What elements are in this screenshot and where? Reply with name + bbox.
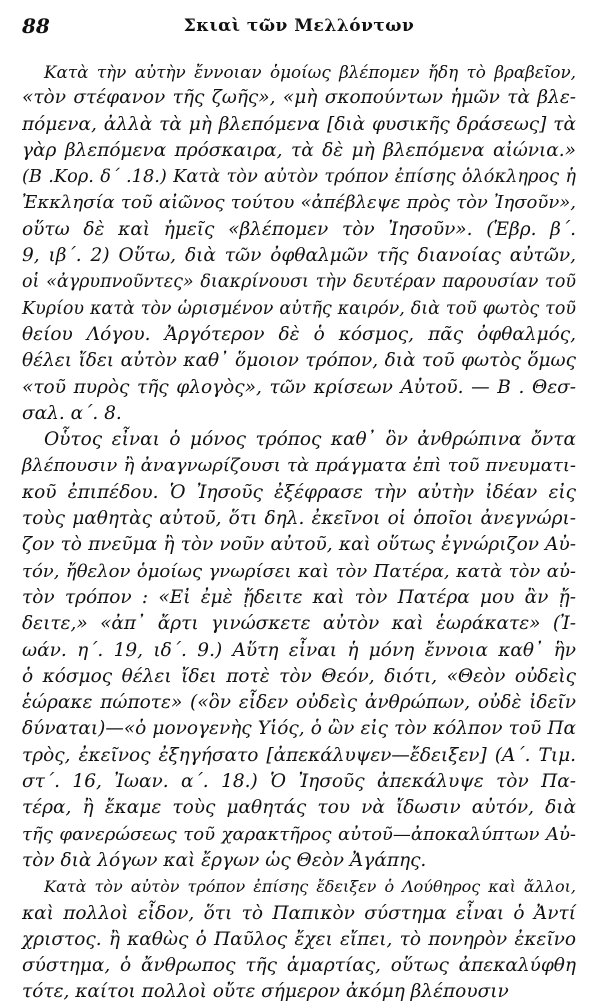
text-line: δειτε,» «ἀπ᾿ ἄρτι γινώσκετε αὐτὸν καὶ ἑωράκατε» (Ἰ-	[22, 613, 576, 635]
text-line: Κυρίου κατὰ τὸν ὡρισμένον αὐτῆς καιρόν, διὰ τοῦ φωτὸς τοῦ	[22, 298, 576, 319]
paragraph	[22, 427, 576, 874]
text-line: Κατὰ τὸν αὐτὸν τρόπον ἐπίσης ἔδειξεν ὁ Λούθηρος καὶ ἄλλοι,	[44, 877, 576, 897]
text-line: «τοῦ πυρὸς τῆς φλογὸς», τῶν κρίσεων Αὐτοῦ. — Β . Θεσ-	[22, 376, 576, 398]
text-line: τῆς φανερώσεως τοῦ χαρακτῆρος αὐτοῦ—ἀποκαλύπτων Αὐ-	[22, 823, 576, 845]
text-line: ἑώρακε πώποτε» («ὃν εἶδεν οὐδεὶς ἀνθρώπων, οὐδὲ ἰδεῖν	[22, 692, 576, 714]
paragraph	[22, 874, 576, 1005]
text-line: τέρα, ἢ ἔκαμε τοὺς μαθητάς του νὰ ἴδωσιν αὐτόν, διὰ	[22, 797, 576, 819]
text-line: ζον τὸ πνεῦμα ἢ τὸν νοῦν αὐτοῦ, καὶ οὕτως ἐγνώριζον Αὐ-	[22, 534, 576, 556]
text-line: ωάν. η΄. 19, ιδ΄. 9.) Αὕτη εἶναι ἡ μόνη ἔννοια καθ᾿ ἣν	[22, 639, 576, 661]
text-line: στ΄. 16, Ἰωαν. α΄. 18.) Ὁ Ἰησοῦς ἀπεκάλυψε τὸν Πα-	[22, 771, 576, 793]
text-line: τότε, καίτοι πολλοὶ οὔτε σήμερον ἀκόμη βλέπουσιν	[22, 981, 509, 1003]
text-line: Ἐκκλησία τοῦ αἰῶνος τούτου «ἀπέβλεψε πρὸς τὸν Ἰησοῦν»,	[22, 192, 576, 214]
page-number: 88	[22, 14, 50, 38]
text-line: δύναται)—«ὁ μονογενὴς Υἱός, ὁ ὢν εἰς τὸν κόλπον τοῦ Πα	[22, 718, 576, 740]
text-line: τὸν διὰ λόγων καὶ ἔργων ὡς Θεὸν Ἀγάπης.	[22, 849, 427, 871]
text-line: Κατὰ τὴν αὐτὴν ἔννοιαν ὁμοίως βλέπομεν ἤδη τὸ βραβεῖον,	[44, 62, 576, 82]
text-line: χριστος. ἢ καθὼς ὁ Παῦλος ἔχει εἴπει, τὸ πονηρὸν ἐκεῖνο	[22, 928, 576, 950]
text-line: θείου Λόγου. Ἀργότερον δὲ ὁ κόσμος, πᾶς ὀφθαλμός,	[22, 323, 576, 345]
text-line: Οὗτος εἶναι ὁ μόνος τρόπος καθ᾿ ὃν ἀνθρώπινα ὄντα	[44, 429, 576, 451]
text-line: τρὸς, ἐκεῖνος ἐξηγήσατο [ἀπεκάλυψεν—ἔδειξεν] (Α΄. Τιμ.	[22, 744, 576, 766]
running-title: Σκιαὶ τῶν Μελλόντων	[183, 16, 415, 36]
text-line: 9, ιβ΄. 2) Οὕτω, διὰ τῶν ὀφθαλμῶν τῆς διανοίας αὐτῶν,	[22, 245, 576, 267]
text-line: ὁ κόσμος θέλει ἴδει ποτὲ τὸν Θεόν, διότι, «Θεὸν οὐδεὶς	[22, 665, 576, 687]
text-line: τόν, ἤθελον ὁμοίως γνωρίσει καὶ τὸν Πατέρα, κατὰ τὸν αὐ-	[22, 560, 576, 582]
text-line: βλέπουσιν ἢ ἀναγνωρίζουσι τὰ πράγματα ἐπὶ τοῦ πνευματι-	[22, 455, 576, 477]
page-header	[22, 14, 576, 43]
text-line: σαλ. α΄. 8.	[22, 402, 122, 424]
text-line: οὕτω δὲ καὶ ἡμεῖς «βλέπομεν τὸν Ἰησοῦν». (Ἑβρ. β΄.	[22, 218, 576, 240]
page-body	[22, 59, 576, 1006]
text-line: κοῦ ἐπιπέδου. Ὁ Ἰησοῦς ἐξέφρασε τὴν αὐτὴν ἰδέαν εἰς	[22, 481, 576, 503]
text-line: «τὸν στέφανον τῆς ζωῆς», «μὴ σκοπούντων ἡμῶν τὰ βλε-	[22, 87, 576, 109]
text-line: καὶ πολλοὶ εἶδον, ὅτι τὸ Παπικὸν σύστημα εἶναι ὁ Ἀντί	[22, 902, 576, 924]
text-line: τοὺς μαθητὰς αὐτοῦ, ὅτι δηλ. ἐκεῖνοι οἱ ὁποῖοι ἀνεγνώρι-	[22, 508, 576, 530]
text-line: θέλει ἴδει αὐτὸν καθ᾿ ὅμοιον τρόπον, διὰ τοῦ φωτὸς ὅμως	[22, 350, 576, 372]
text-line: τὸν τρόπον : «Εἰ ἐμὲ ᾔδειτε καὶ τὸν Πατέρα μου ἂν ᾔ-	[22, 586, 576, 608]
text-line: πόμενα, ἀλλὰ τὰ μὴ βλεπόμενα [διὰ φυσικῆς δράσεως] τὰ	[22, 113, 576, 135]
text-line: οἱ «ἀγρυπνοῦντες» διακρίνουσι τὴν δευτέραν παρουσίαν τοῦ	[22, 272, 576, 293]
paragraph	[22, 59, 576, 427]
text-line: σύστημα, ὁ ἄνθρωπος τῆς ἁμαρτίας, οὕτως ἀπεκαλύφθη	[22, 955, 576, 977]
text-line: (Β .Κορ. δ΄ .18.) Κατὰ τὸν αὐτὸν τρόπον ἐπίσης ὁλόκληρος ἡ	[22, 167, 576, 188]
text-line: γὰρ βλεπόμενα πρόσκαιρα, τὰ δὲ μὴ βλεπόμενα αἰώνια.»	[22, 139, 576, 161]
